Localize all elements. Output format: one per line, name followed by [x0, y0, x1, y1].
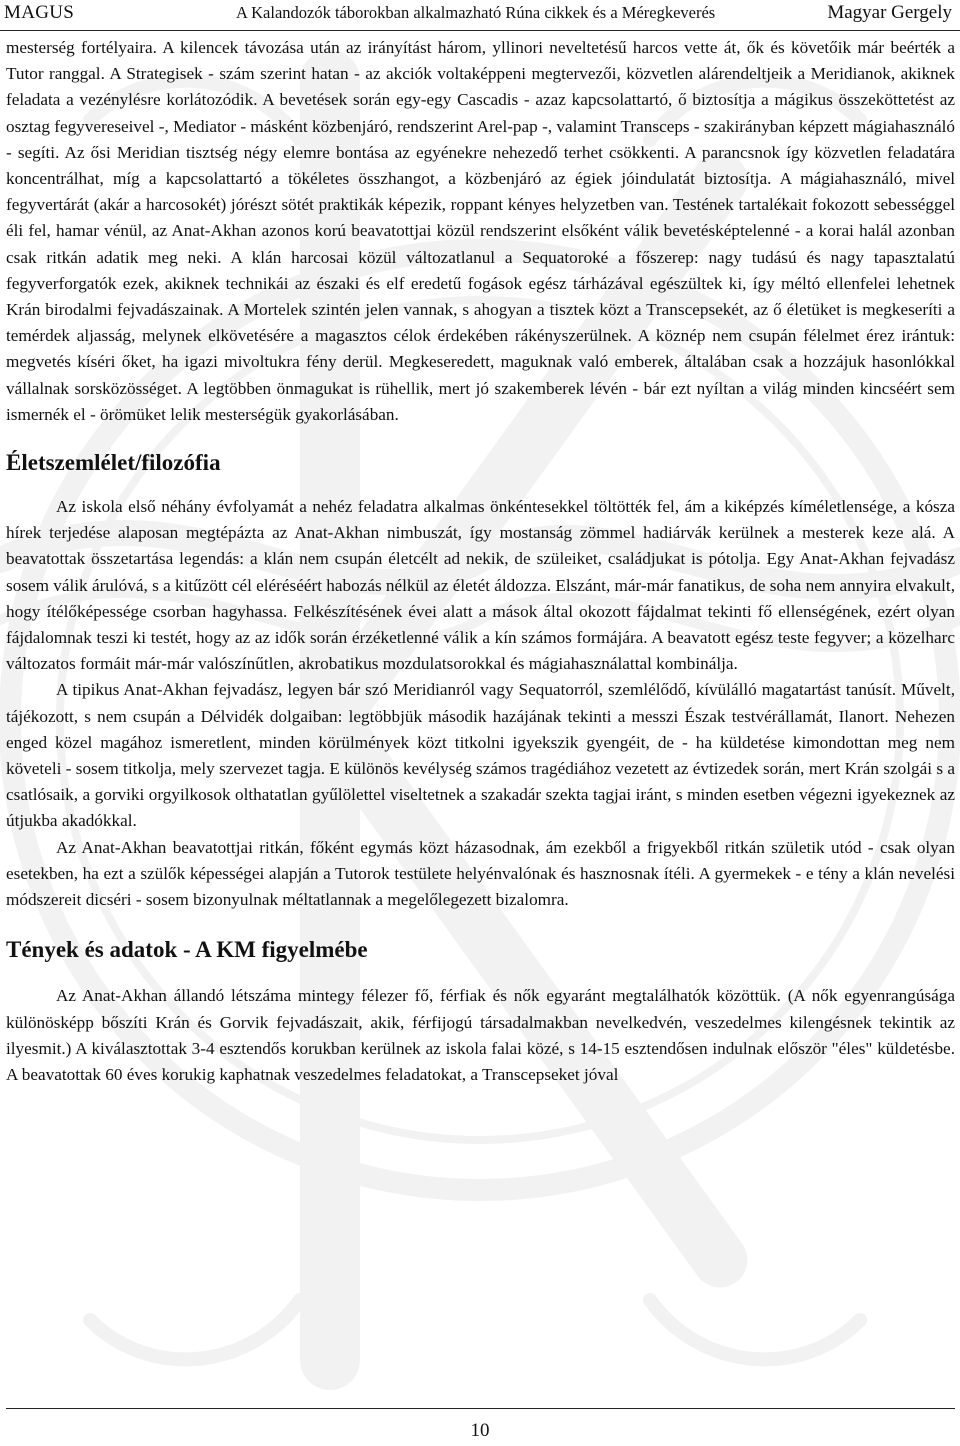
- header-author: Magyar Gergely: [827, 2, 952, 23]
- section-heading-facts: Tények és adatok - A KM figyelmébe: [6, 937, 368, 963]
- header-center-title: A Kalandozók táborokban alkalmazható Rúna cikkek és a Méregkeverés: [236, 3, 716, 22]
- philosophy-paragraph-3: Az Anat-Akhan beavatottjai ritkán, főként egymás közt házasodnak, ám ezekből a frigyekből ritkán születik utód - csak olyan esetekben, ha ezt a szülők képességei alapján a Tutorok testülete helyénvalónak és hasznosnak ítéli. A gyermekek - e tény a klán nevelési módszereit dicséri - sosem bizonyulnak méltatlannak a megelőlegezett bizalomra.: [6, 837, 955, 910]
- philosophy-paragraph-1: Az iskola első néhány évfolyamát a nehéz feladatra alkalmas önkéntesekkel töltötték fel, ám a kiképzés kíméletlensége, a kósza hírek terjedése alaposan megtépázta az Anat-Akhan nimbuszát, így mostanság zömmel hadiárvák kerülnek a mesterek keze alá. A beavatottak összetartása legendás: a klán nem csupán életcélt ad nekik, de szüleiket, családjukat is pótolja. Egy Anat-Akhan fejvadász sosem válik árulóvá, s a kitűzött cél eléréséért habozás nélkül az életét áldozza. Elszánt, már-már fanatikus, de soha nem annyira elvakult, hogy ítélőképessége csorban hagyhassa. Felkészítésének évei alatt a mások által okozott fájdalmat tekinti fő ellenségének, ezért olyan fájdalomnak teszi ki testét, hogy az az idők során érzéketlenné válik a kín számos formájára. A beavatott egész teste fegyver; a közelharc változatos formáit már-már valószínűtlen, akrobatikus mozdulatsorokkal és mágiahasználattal kombinálja.: [6, 497, 955, 674]
- section-heading-philosophy: Életszemlélet/filozófia: [6, 450, 221, 476]
- page-header: [0, 0, 960, 31]
- header-left-title: MAGUS: [4, 2, 75, 23]
- intro-paragraph: mesterség fortélyaira. A kilencek távozása után az irányítást három, yllinori neveltetésű harcos vette át, ők és követőik már beérték a Tutor ranggal. A Strategisek - szám szerint hatan - az akciók voltaképpeni megtervezői, közvetlen alárendeltjeik a Meridianok, akiknek feladata a vezénylésre korlátozódik. A bevetések során egy-egy Cascadis - azaz kapcsolattartó, ő biztosítja a mágikus összeköttetést az osztag fegyvereseivel -, Mediator - másként közbenjáró, rendszerint Arel-pap -, valamint Transceps - szakirányban képzett mágiahasználó - segíti. Az ősi Meridian tisztség négy elemre bontása az egyénekre nehezedő terhet csökkenti. A parancsnok így közvetlen feladatára koncentrálhat, míg a kapcsolattartó a tökéletes összhangot, a közbenjáró az égiek jóindulatát biztosítja. A mágiahasználó, mivel fegyvertárát (akár a harcosokét) jórészt sötét praktikák képezik, roppant kényes helyzetben van. Testének tartalékait fokozott sebességgel éli fel, hamar vénül, az Anat-Akhan azonos korú beavatottjai közül rendszerint elsőként válik bevetésképtelenné - a korai halál azonban csak ritkán adatik meg neki. A klán harcosai közül változatlanul a Sequatoroké a főszerep: nagy tudású és nagy tapasztalatú fegyverforgatók ezek, akiknek technikái az északi és elf eredetű fogások egész tárházával egészültek ki, így méltó ellenfelei lehetnek Krán birodalmi fejvadászainak. A Mortelek szintén jelen vannak, s ahogyan a tisztek közt a Transcepsekét, az ő életüket is megkeseríti a temérdek aljasság, melynek elkövetésére a magasztos célok érdekében rákényszerülnek. A köznép nem csupán félelmet érez irántuk: megvetés kíséri őket, ha igazi mivoltukra fény derül. Megkeseredett, maguknak való emberek, általában csak a hozzájuk hasonlókkal vállalnak sorsközösséget. A legtöbben önmagukat is rühellik, mert jó szakemberek lévén - bár ezt nyíltan a világ minden kincséért sem ismernék el - örömüket lelik mesterségük gyakorlásában.: [6, 38, 955, 424]
- philosophy-paragraph-2: A tipikus Anat-Akhan fejvadász, legyen bár szó Meridianról vagy Sequatorról, szemlélődő, kívülálló magatartást tanúsít. Művelt, tájékozott, s nem csupán a Délvidék dolgaiban: legtöbbjük második hazájának tekinti a messzi Észak testvérállamát, Ilanort. Nehezen enged közel magához ismeretlent, minden körülmények közt titkolni igyekszik gyengéit, de - ha küldetése kimondottan meg nem követeli - sosem titkolja, mely szervezet tagja. E különös kevélység számos tragédiához vezetett az évtizedek során, mert Krán szolgái s a csatlósaik, a gorviki orgyilkosok olthatatlan gyűlölettel viseltetnek a szakadár szekta tagjai iránt, s minden esetben végezni igyekeznek az útjukba akadókkal.: [6, 680, 955, 831]
- facts-paragraph-1: Az Anat-Akhan állandó létszáma mintegy félezer fő, férfiak és nők egyaránt megtalálhatók közöttük. (A nők egyenrangúsága különösképp bőszíti Krán és Gorvik fejvadászait, akik, férfijogú társadalmakban nevelkedvén, veszedelmes kilengésnek tekintik az ilyesmit.) A kiválasztottak 3-4 esztendős korukban kerülnek az iskola falai közé, s 14-15 esztendősen indulnak először "éles" küldetésbe. A beavatottak 60 éves korukig kaphatnak veszedelmes feladatokat, a Transcepseket jóval: [6, 986, 955, 1084]
- page-content: [6, 35, 955, 1088]
- footer-divider: [6, 1408, 955, 1409]
- page-number: 10: [470, 1420, 490, 1441]
